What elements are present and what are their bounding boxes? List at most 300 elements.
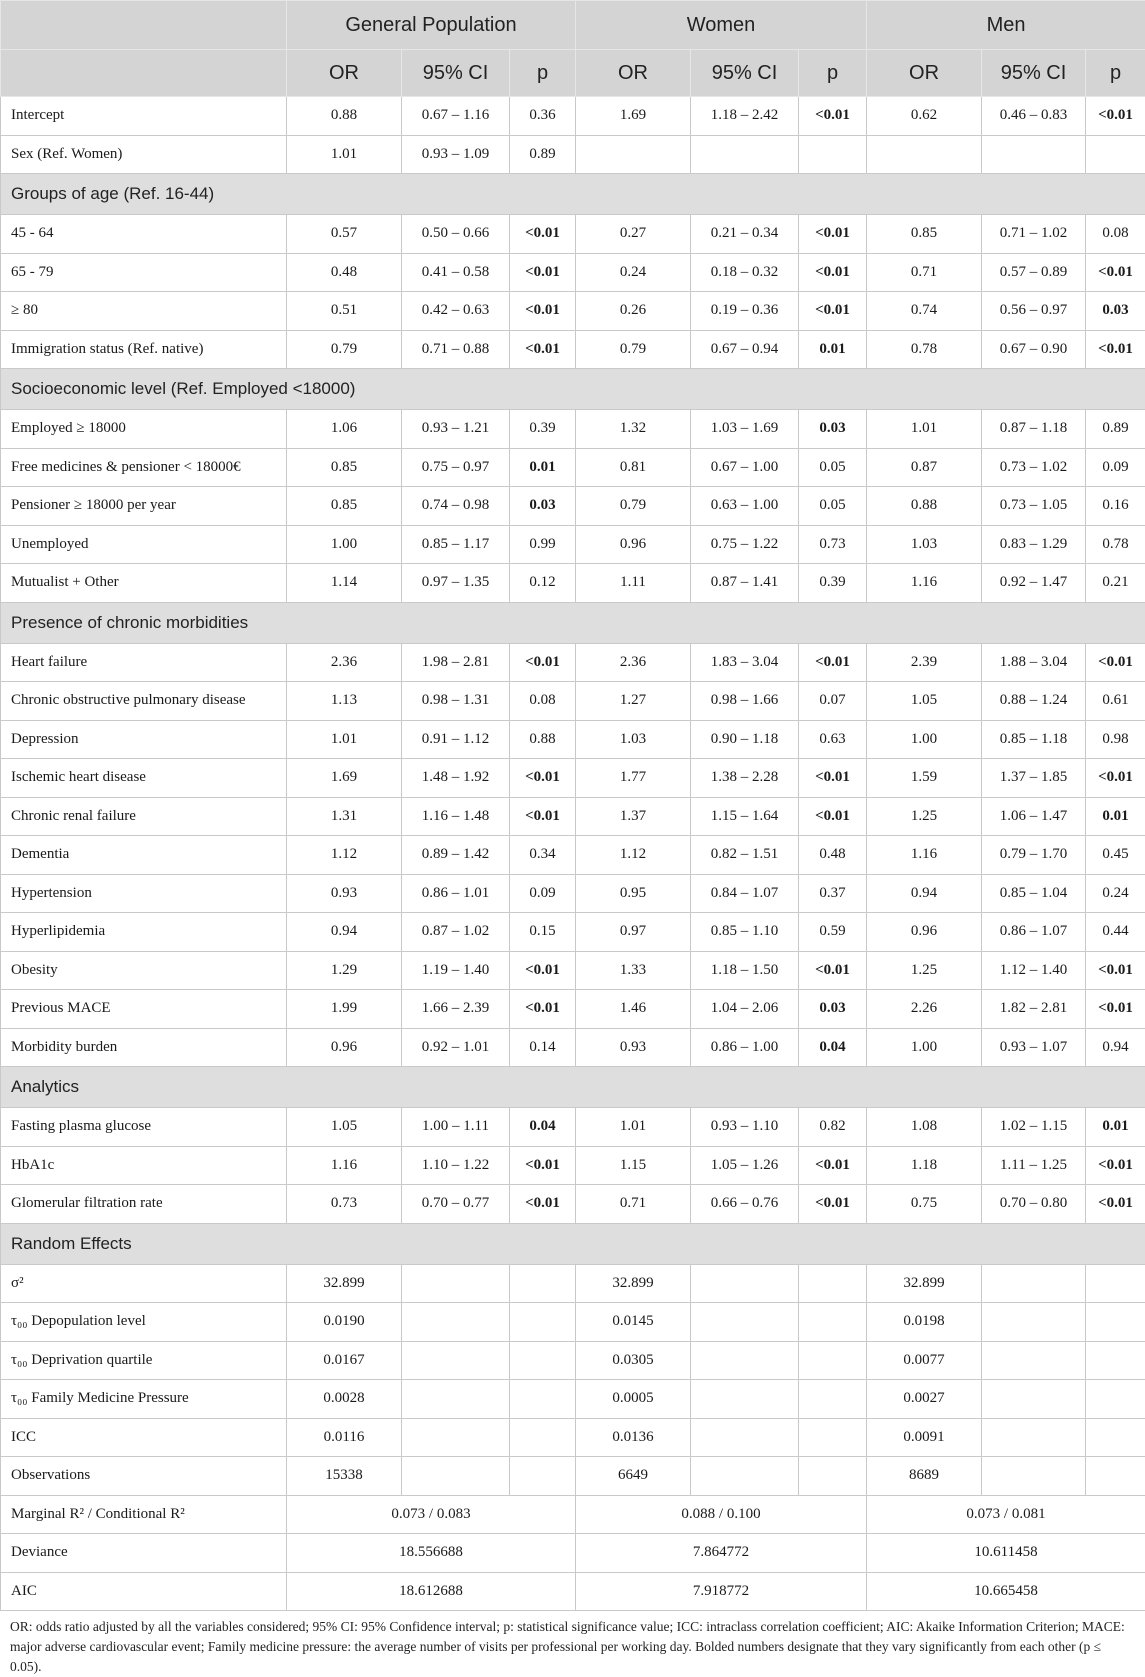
cell-value: 0.088 / 0.100 [576,1495,867,1534]
cell-ci: 0.75 – 0.97 [402,448,510,487]
row-label: ≥ 80 [1,292,287,331]
cell-ci: 0.87 – 1.18 [982,410,1086,449]
cell-p: <0.01 [1086,253,1145,292]
cell-ci: 0.70 – 0.80 [982,1185,1086,1224]
cell-ci: 1.11 – 1.25 [982,1146,1086,1185]
cell-or: 8689 [867,1457,982,1496]
group-header-women: Women [576,1,867,50]
cell-or: 0.71 [576,1185,691,1224]
table-row [1,1572,1145,1611]
cell-ci: 1.88 – 3.04 [982,643,1086,682]
row-label: Employed ≥ 18000 [1,410,287,449]
cell-p: <0.01 [799,797,867,836]
cell-p: 0.01 [799,330,867,369]
cell-or: 0.88 [287,97,402,136]
col-header: 95% CI [982,50,1086,97]
cell-or: 0.81 [576,448,691,487]
cell-or: 32.899 [287,1264,402,1303]
cell-p: <0.01 [1086,330,1145,369]
row-label: Hyperlipidemia [1,913,287,952]
cell-value: 18.556688 [287,1534,576,1573]
cell-p [799,1418,867,1457]
cell-ci: 0.92 – 1.47 [982,564,1086,603]
cell-p: 0.94 [1086,1028,1145,1067]
cell-or: 1.29 [287,951,402,990]
row-label: Sex (Ref. Women) [1,135,287,174]
cell-or: 1.32 [576,410,691,449]
cell-ci: 0.67 – 1.00 [691,448,799,487]
section-label: Presence of chronic morbidities [1,602,1145,643]
cell-p: 0.14 [510,1028,576,1067]
cell-or: 1.16 [287,1146,402,1185]
row-label: HbA1c [1,1146,287,1185]
cell-ci [691,135,799,174]
cell-or: 0.94 [287,913,402,952]
cell-p: <0.01 [1086,643,1145,682]
cell-ci [402,1341,510,1380]
cell-p: <0.01 [1086,1146,1145,1185]
cell-or: 0.85 [867,215,982,254]
table-row [1,410,1145,449]
cell-or: 1.99 [287,990,402,1029]
cell-or: 15338 [287,1457,402,1496]
cell-or: 0.75 [867,1185,982,1224]
cell-or: 1.01 [287,720,402,759]
cell-p: <0.01 [510,1185,576,1224]
cell-or: 0.0198 [867,1303,982,1342]
cell-p: <0.01 [510,292,576,331]
table-row [1,951,1145,990]
cell-ci [691,1380,799,1419]
row-label: ICC [1,1418,287,1457]
table-row [1,1108,1145,1147]
cell-ci: 0.83 – 1.29 [982,525,1086,564]
cell-ci: 0.56 – 0.97 [982,292,1086,331]
cell-or: 1.46 [576,990,691,1029]
row-label: Mutualist + Other [1,564,287,603]
cell-ci: 0.85 – 1.17 [402,525,510,564]
cell-ci: 0.75 – 1.22 [691,525,799,564]
cell-or: 1.06 [287,410,402,449]
row-label: Obesity [1,951,287,990]
table-row [1,330,1145,369]
cell-p: 0.45 [1086,836,1145,875]
section-label: Analytics [1,1067,1145,1108]
cell-ci [982,1264,1086,1303]
cell-or: 0.62 [867,97,982,136]
cell-or: 0.0167 [287,1341,402,1380]
cell-p: 0.98 [1086,720,1145,759]
table-row [1,1534,1145,1573]
cell-p: <0.01 [510,990,576,1029]
table-row [1,1146,1145,1185]
cell-p [510,1457,576,1496]
cell-p: 0.36 [510,97,576,136]
cell-ci: 1.03 – 1.69 [691,410,799,449]
cell-p: 0.89 [510,135,576,174]
cell-ci [402,1418,510,1457]
table-row [1,1418,1145,1457]
cell-or: 0.79 [576,487,691,526]
cell-ci: 0.74 – 0.98 [402,487,510,526]
cell-p: <0.01 [799,97,867,136]
cell-p: 0.09 [1086,448,1145,487]
cell-p: <0.01 [510,951,576,990]
table-row [1,1303,1145,1342]
section-row [1,369,1145,410]
cell-value: 18.612688 [287,1572,576,1611]
cell-ci: 0.98 – 1.66 [691,682,799,721]
row-label: Fasting plasma glucose [1,1108,287,1147]
cell-or: 1.14 [287,564,402,603]
cell-p: 0.34 [510,836,576,875]
table-row [1,990,1145,1029]
cell-p: 0.03 [799,990,867,1029]
cell-ci: 0.71 – 1.02 [982,215,1086,254]
cell-ci: 1.37 – 1.85 [982,759,1086,798]
cell-p: 0.89 [1086,410,1145,449]
table-row [1,448,1145,487]
row-label: Heart failure [1,643,287,682]
cell-ci: 0.89 – 1.42 [402,836,510,875]
cell-p [1086,1303,1145,1342]
row-label: τ₀₀ Deprivation quartile [1,1341,287,1380]
cell-p: 0.21 [1086,564,1145,603]
cell-p: 0.05 [799,487,867,526]
cell-ci: 0.67 – 0.94 [691,330,799,369]
cell-or: 0.24 [576,253,691,292]
cell-p: 0.24 [1086,874,1145,913]
cell-p: <0.01 [799,951,867,990]
row-label: τ₀₀ Depopulation level [1,1303,287,1342]
cell-ci: 0.87 – 1.41 [691,564,799,603]
cell-or: 0.88 [867,487,982,526]
row-label: Observations [1,1457,287,1496]
cell-ci [982,1457,1086,1496]
cell-p: 0.07 [799,682,867,721]
cell-or: 0.74 [867,292,982,331]
group-header-general: General Population [287,1,576,50]
cell-or: 0.27 [576,215,691,254]
cell-ci: 0.50 – 0.66 [402,215,510,254]
cell-ci: 0.84 – 1.07 [691,874,799,913]
cell-ci: 0.93 – 1.09 [402,135,510,174]
cell-p: <0.01 [799,215,867,254]
cell-p [799,1264,867,1303]
cell-ci: 0.93 – 1.21 [402,410,510,449]
cell-p: 0.82 [799,1108,867,1147]
cell-or: 0.26 [576,292,691,331]
cell-or: 0.0305 [576,1341,691,1380]
section-label: Random Effects [1,1223,1145,1264]
cell-or: 1.16 [867,564,982,603]
cell-p [799,1380,867,1419]
table-row [1,1185,1145,1224]
cell-ci: 0.67 – 1.16 [402,97,510,136]
cell-p: 0.16 [1086,487,1145,526]
col-header: OR [287,50,402,97]
row-label: Pensioner ≥ 18000 per year [1,487,287,526]
table-row [1,1380,1145,1419]
cell-p [1086,1418,1145,1457]
cell-ci [982,1380,1086,1419]
cell-p: 0.05 [799,448,867,487]
row-label: Free medicines & pensioner < 18000€ [1,448,287,487]
row-label: AIC [1,1572,287,1611]
col-header: 95% CI [691,50,799,97]
cell-p: <0.01 [510,643,576,682]
table-row [1,1028,1145,1067]
row-label: Deviance [1,1534,287,1573]
group-header-men: Men [867,1,1145,50]
cell-or: 0.51 [287,292,402,331]
cell-p: 0.37 [799,874,867,913]
cell-p: 0.01 [1086,797,1145,836]
table-row [1,797,1145,836]
table-row [1,487,1145,526]
cell-ci [402,1380,510,1419]
row-label: Dementia [1,836,287,875]
cell-p [799,135,867,174]
cell-ci: 0.82 – 1.51 [691,836,799,875]
cell-or: 0.0077 [867,1341,982,1380]
cell-ci: 0.79 – 1.70 [982,836,1086,875]
table-row [1,1341,1145,1380]
cell-p [510,1418,576,1457]
cell-p: <0.01 [799,253,867,292]
row-label: σ² [1,1264,287,1303]
cell-ci: 1.48 – 1.92 [402,759,510,798]
cell-p: <0.01 [1086,97,1145,136]
cell-ci [691,1341,799,1380]
cell-or: 0.95 [576,874,691,913]
cell-ci [982,1341,1086,1380]
table-row [1,135,1145,174]
cell-or: 6649 [576,1457,691,1496]
cell-or: 1.37 [576,797,691,836]
cell-p: 0.61 [1086,682,1145,721]
cell-p: 0.03 [510,487,576,526]
cell-or: 0.79 [576,330,691,369]
cell-ci: 1.38 – 2.28 [691,759,799,798]
cell-p: 0.44 [1086,913,1145,952]
col-header: 95% CI [402,50,510,97]
cell-ci: 0.46 – 0.83 [982,97,1086,136]
cell-p: <0.01 [510,330,576,369]
cell-or: 1.01 [867,410,982,449]
cell-p: 0.09 [510,874,576,913]
row-label: Marginal R² / Conditional R² [1,1495,287,1534]
cell-ci: 0.88 – 1.24 [982,682,1086,721]
table-row [1,1495,1145,1534]
cell-or: 0.0190 [287,1303,402,1342]
cell-ci: 0.85 – 1.10 [691,913,799,952]
cell-or: 0.94 [867,874,982,913]
cell-p: 0.03 [799,410,867,449]
cell-or: 1.11 [576,564,691,603]
cell-ci: 0.57 – 0.89 [982,253,1086,292]
cell-p: <0.01 [510,1146,576,1185]
table-row [1,253,1145,292]
cell-or: 1.12 [576,836,691,875]
cell-ci: 1.16 – 1.48 [402,797,510,836]
cell-or: 1.69 [287,759,402,798]
cell-or: 0.78 [867,330,982,369]
cell-or: 0.0136 [576,1418,691,1457]
cell-ci [402,1264,510,1303]
cell-ci: 0.71 – 0.88 [402,330,510,369]
cell-p: 0.12 [510,564,576,603]
cell-p [799,1303,867,1342]
table-row [1,913,1145,952]
cell-p [1086,1264,1145,1303]
cell-p: 0.59 [799,913,867,952]
table-row [1,292,1145,331]
section-row [1,174,1145,215]
table-row [1,643,1145,682]
cell-p [1086,1380,1145,1419]
cell-p: <0.01 [510,253,576,292]
cell-or: 0.0116 [287,1418,402,1457]
cell-ci: 1.18 – 1.50 [691,951,799,990]
table-header [1,1,1145,97]
cell-ci [691,1418,799,1457]
cell-or: 2.36 [287,643,402,682]
cell-value: 10.611458 [867,1534,1145,1573]
cell-or: 1.01 [287,135,402,174]
row-label: 45 - 64 [1,215,287,254]
cell-ci [402,1457,510,1496]
cell-p: 0.63 [799,720,867,759]
cell-value: 0.073 / 0.083 [287,1495,576,1534]
section-row [1,602,1145,643]
cell-or: 1.27 [576,682,691,721]
cell-or: 0.93 [576,1028,691,1067]
table-row [1,564,1145,603]
cell-ci [691,1264,799,1303]
cell-or: 0.0005 [576,1380,691,1419]
cell-or: 0.73 [287,1185,402,1224]
cell-or: 0.79 [287,330,402,369]
cell-ci: 0.92 – 1.01 [402,1028,510,1067]
cell-or: 0.96 [867,913,982,952]
cell-p: <0.01 [799,643,867,682]
cell-p: 0.39 [799,564,867,603]
cell-ci: 0.91 – 1.12 [402,720,510,759]
col-header: p [510,50,576,97]
table-row [1,836,1145,875]
cell-or: 0.93 [287,874,402,913]
cell-or: 0.57 [287,215,402,254]
cell-ci: 0.70 – 0.77 [402,1185,510,1224]
cell-or: 0.71 [867,253,982,292]
cell-or: 1.25 [867,951,982,990]
row-label: Unemployed [1,525,287,564]
cell-or: 1.03 [576,720,691,759]
cell-ci: 1.02 – 1.15 [982,1108,1086,1147]
cell-p: <0.01 [510,797,576,836]
cell-ci: 0.41 – 0.58 [402,253,510,292]
cell-p: <0.01 [799,759,867,798]
cell-ci: 0.93 – 1.07 [982,1028,1086,1067]
table-row [1,215,1145,254]
cell-or: 1.05 [287,1108,402,1147]
row-label: Chronic renal failure [1,797,287,836]
cell-ci: 1.10 – 1.22 [402,1146,510,1185]
row-label: Hypertension [1,874,287,913]
cell-or: 0.85 [287,448,402,487]
cell-ci: 1.15 – 1.64 [691,797,799,836]
row-label: Glomerular filtration rate [1,1185,287,1224]
cell-p: 0.08 [1086,215,1145,254]
cell-ci: 1.83 – 3.04 [691,643,799,682]
cell-ci [402,1303,510,1342]
table-row [1,97,1145,136]
cell-ci: 0.93 – 1.10 [691,1108,799,1147]
cell-or: 0.96 [287,1028,402,1067]
cell-or: 32.899 [576,1264,691,1303]
cell-p [1086,1341,1145,1380]
cell-or: 1.77 [576,759,691,798]
cell-or: 1.00 [867,1028,982,1067]
cell-ci: 1.18 – 2.42 [691,97,799,136]
cell-p: 0.88 [510,720,576,759]
cell-ci: 0.73 – 1.02 [982,448,1086,487]
cell-p: 0.99 [510,525,576,564]
row-label: Immigration status (Ref. native) [1,330,287,369]
cell-or: 2.36 [576,643,691,682]
cell-or: 1.59 [867,759,982,798]
cell-ci: 0.87 – 1.02 [402,913,510,952]
table-footnote: OR: odds ratio adjusted by all the variables considered; 95% CI: 95% Confidence interval; p: statistical significance value; ICC: intraclass correlation coefficient; AIC: Akaike Information Criterion; MACE: major adverse cardiovascular event; Family medicine pressure: the average number of visits per professional per working day. Bolded numbers designate that they vary significantly from each other (p ≤ 0.05). [10,1619,1125,1674]
cell-ci: 1.19 – 1.40 [402,951,510,990]
cell-or: 2.39 [867,643,982,682]
cell-or: 0.0145 [576,1303,691,1342]
cell-value: 7.864772 [576,1534,867,1573]
cell-ci: 0.85 – 1.18 [982,720,1086,759]
cell-p: 0.04 [799,1028,867,1067]
cell-p: 0.04 [510,1108,576,1147]
cell-p: 0.01 [1086,1108,1145,1147]
cell-or: 0.0028 [287,1380,402,1419]
cell-or [576,135,691,174]
cell-or: 32.899 [867,1264,982,1303]
cell-ci [982,1303,1086,1342]
table-row [1,525,1145,564]
table-row [1,874,1145,913]
cell-p [510,1341,576,1380]
cell-ci: 1.12 – 1.40 [982,951,1086,990]
cell-or: 1.16 [867,836,982,875]
row-label: Ischemic heart disease [1,759,287,798]
cell-value: 7.918772 [576,1572,867,1611]
cell-or: 0.48 [287,253,402,292]
table-row [1,1457,1145,1496]
col-header: p [799,50,867,97]
cell-p: 0.03 [1086,292,1145,331]
cell-p [510,1303,576,1342]
cell-or: 0.96 [576,525,691,564]
table-row [1,1264,1145,1303]
cell-p [799,1457,867,1496]
cell-p: <0.01 [1086,951,1145,990]
cell-or: 0.0027 [867,1380,982,1419]
cell-ci: 0.63 – 1.00 [691,487,799,526]
cell-or [867,135,982,174]
cell-ci: 0.86 – 1.00 [691,1028,799,1067]
cell-value: 0.073 / 0.081 [867,1495,1145,1534]
cell-or: 2.26 [867,990,982,1029]
